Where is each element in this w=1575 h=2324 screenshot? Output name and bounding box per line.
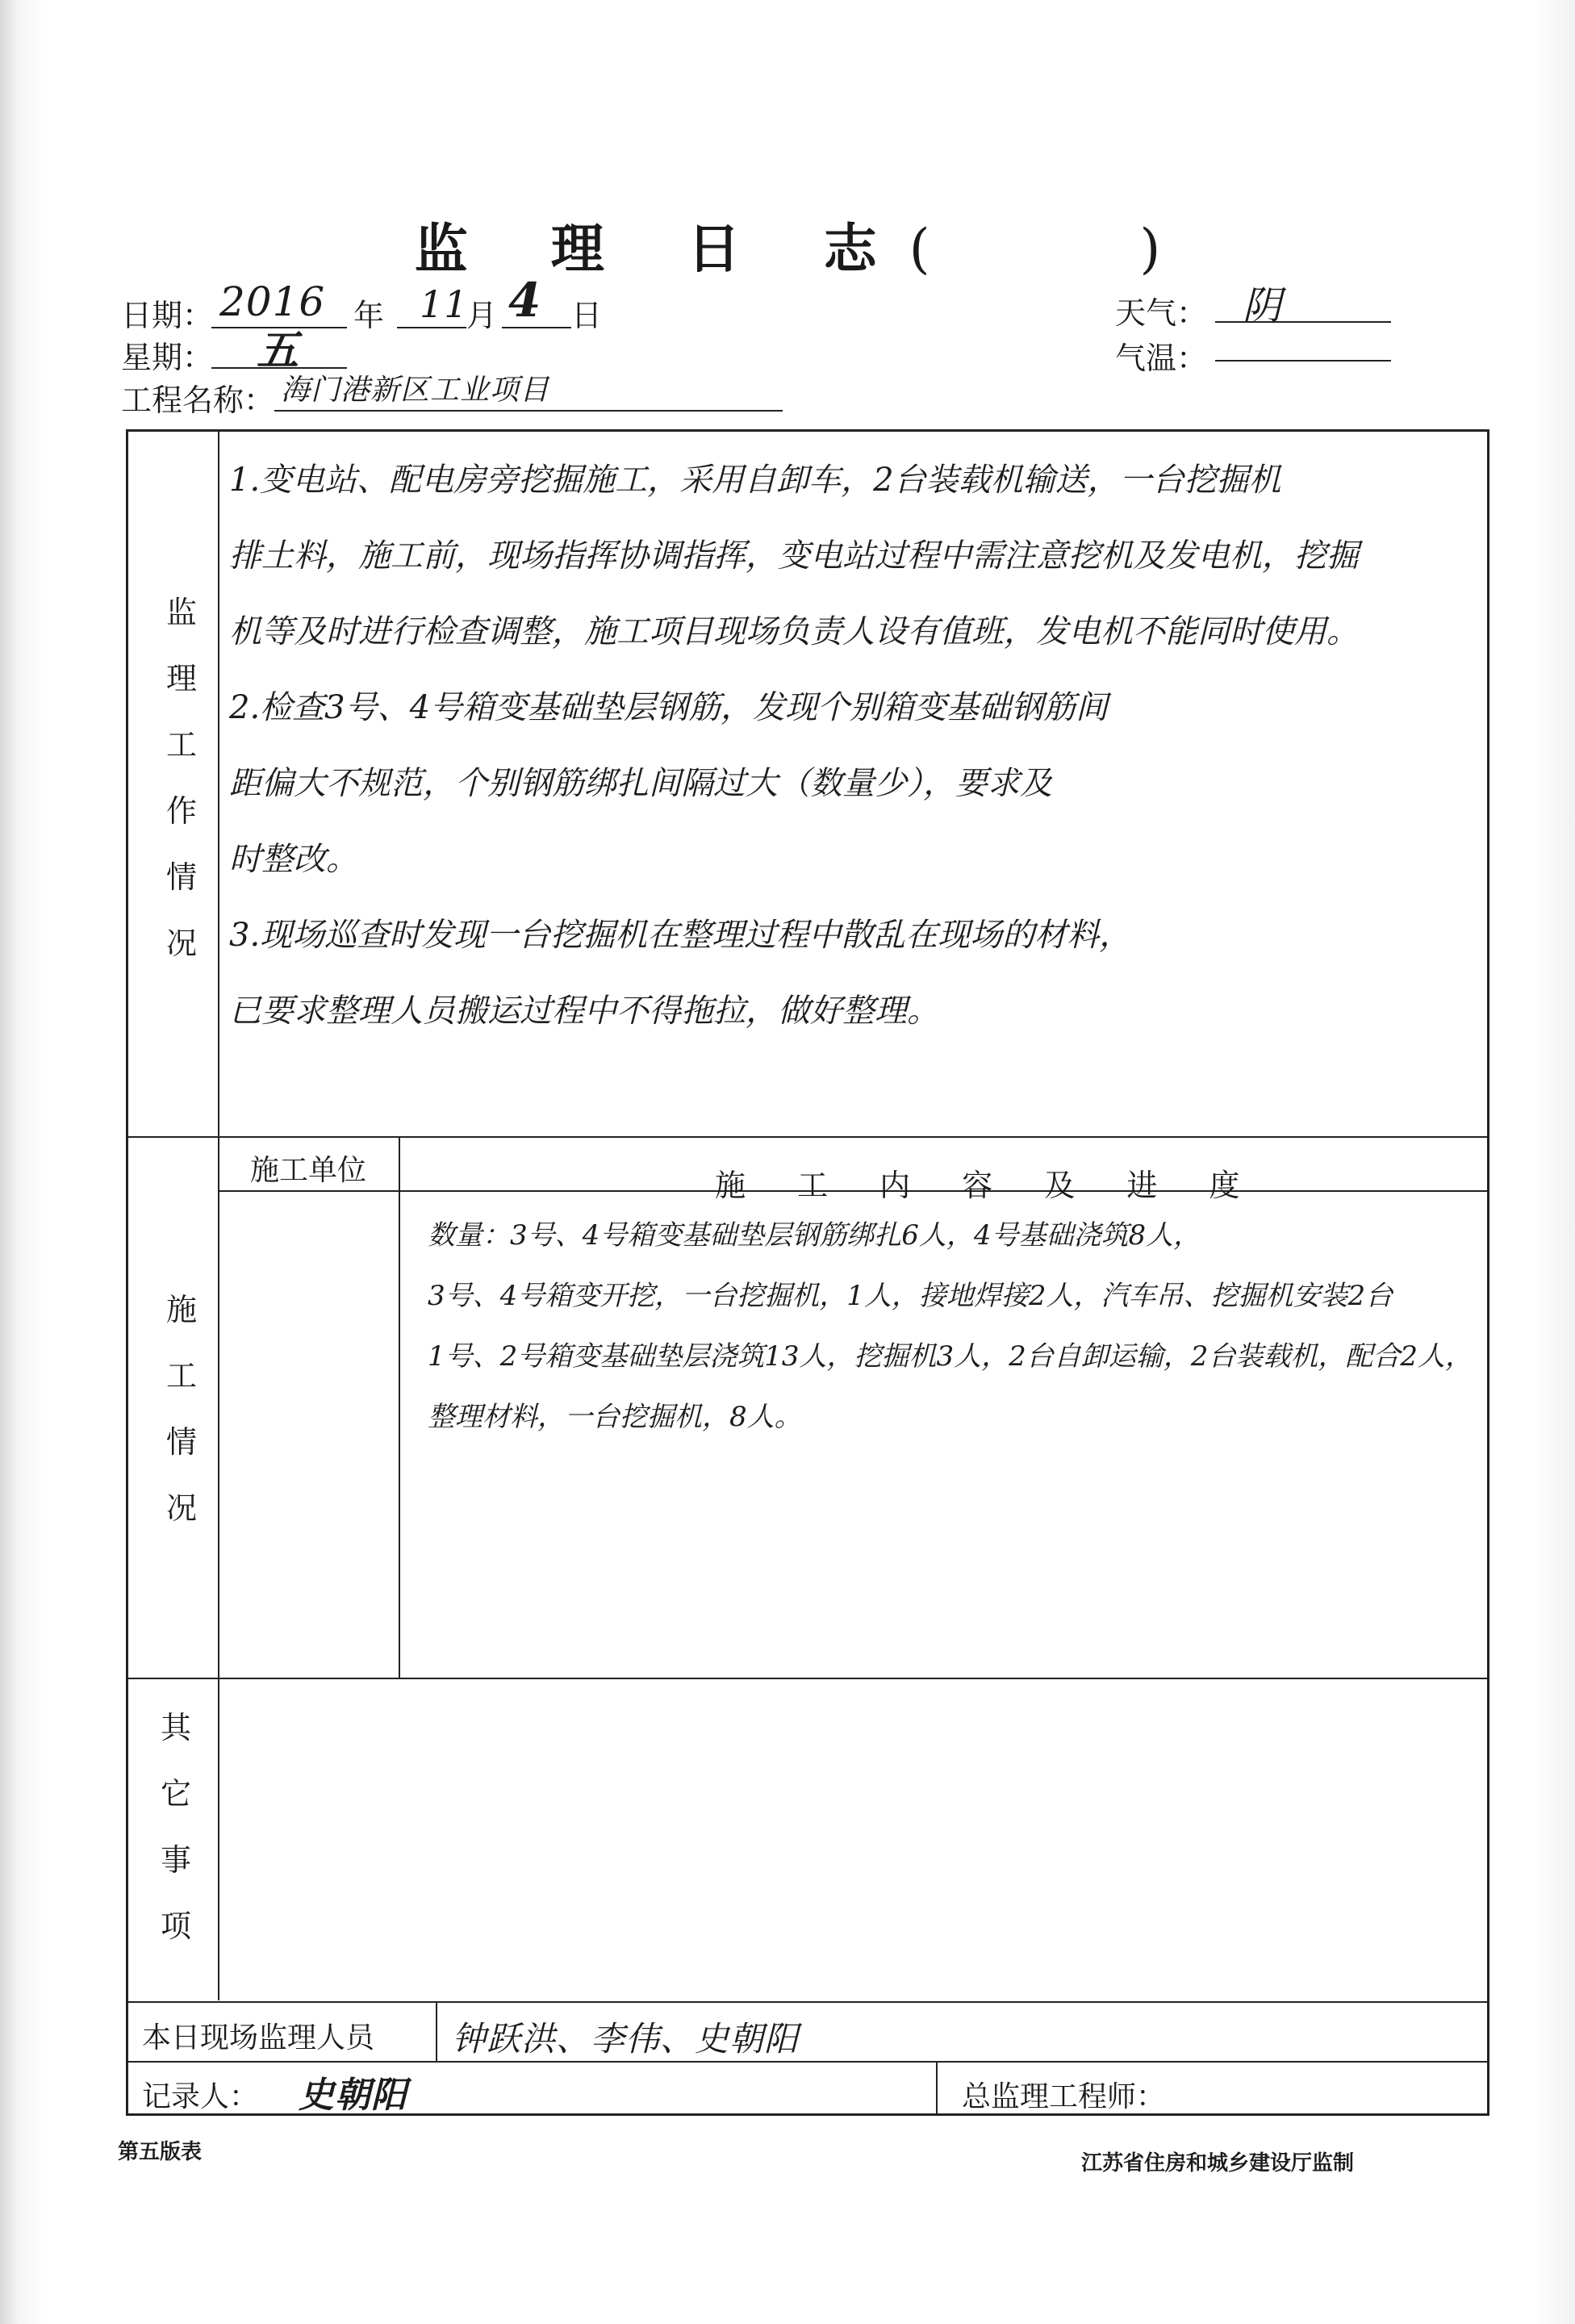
construction-unit-header: 施工单位	[250, 1154, 367, 1187]
construction-section-label: 施 工 情 况	[165, 1292, 197, 1526]
issuer-note: 江苏省住房和城乡建设厅监制	[1081, 2151, 1355, 2176]
date-year-value: 2016	[219, 278, 326, 325]
project-name-label: 工程名称：	[121, 382, 275, 418]
recorder-label: 记录人：	[142, 2080, 259, 2113]
weekday-label: 星期：	[121, 340, 214, 375]
supervision-line: 1.变电站、配电房旁挖掘施工，采用自卸车，2台装载机输送，一台挖掘机	[229, 462, 1281, 499]
date-day-value: 4	[508, 273, 542, 328]
date-label: 日期：	[121, 298, 214, 333]
chief-engineer-label: 总监理工程师：	[962, 2080, 1166, 2113]
construction-content	[428, 1206, 1473, 1448]
supervision-notes	[229, 442, 1359, 1049]
construction-content-header: 施 工 内 容 及 进 度	[715, 1168, 1261, 1203]
construction-line: 1号、2号箱变基础垫层浇筑13人，挖掘机3人，2台自卸运输，2台装载机，配合2人，	[428, 1340, 1473, 1373]
supervision-line: 排土料，施工前，现场指挥协调指挥，变电站过程中需注意挖机及发电机，挖掘	[229, 537, 1359, 575]
date-month-value: 11	[420, 282, 469, 326]
supervision-line: 距偏大不规范，个别钢筋绑扎间隔过大（数量少），要求及	[229, 765, 1052, 802]
date-year-suffix: 年	[353, 298, 385, 333]
weather-value: 阴	[1243, 283, 1283, 328]
supervision-line: 已要求整理人员搬运过程中不得拖拉，做好整理。	[229, 993, 939, 1030]
temperature-label: 气温：	[1115, 341, 1208, 376]
recorder-value: 史朝阳	[299, 2075, 407, 2116]
project-name-value: 海门港新区工业项目	[281, 374, 550, 407]
other-section-label: 其 它 事 项	[160, 1710, 191, 1944]
construction-line: 整理材料，一台挖掘机，8人。	[428, 1401, 802, 1433]
date-day-suffix: 日	[571, 298, 603, 333]
staff-value: 钟跃洪、李伟、史朝阳	[452, 2019, 800, 2059]
weekday-value: 五	[257, 326, 300, 375]
page-title: 监 理 日 志( )	[414, 217, 1161, 280]
construction-line: 数量：3号、4号箱变基础垫层钢筋绑扎6人，4号基础浇筑8人，	[428, 1219, 1201, 1252]
supervision-line: 2.检查3号、4号箱变基础垫层钢筋，发现个别箱变基础钢筋间	[229, 689, 1109, 726]
staff-label: 本日现场监理人员	[142, 2021, 375, 2054]
construction-line: 3号、4号箱变开挖，一台挖掘机，1人，接地焊接2人，汽车吊、挖掘机安装2台	[428, 1280, 1393, 1312]
date-month-suffix: 月	[466, 298, 498, 333]
supervision-line: 3.现场巡查时发现一台挖掘机在整理过程中散乱在现场的材料，	[229, 917, 1132, 954]
weather-label: 天气：	[1115, 295, 1208, 331]
supervision-line: 机等及时进行检查调整，施工项目现场负责人设有值班，发电机不能同时使用。	[229, 613, 1359, 650]
supervision-line: 时整改。	[229, 841, 358, 878]
supervision-section-label: 监 理 工 作 情 况	[165, 595, 197, 961]
form-version: 第五版表	[118, 2140, 203, 2164]
